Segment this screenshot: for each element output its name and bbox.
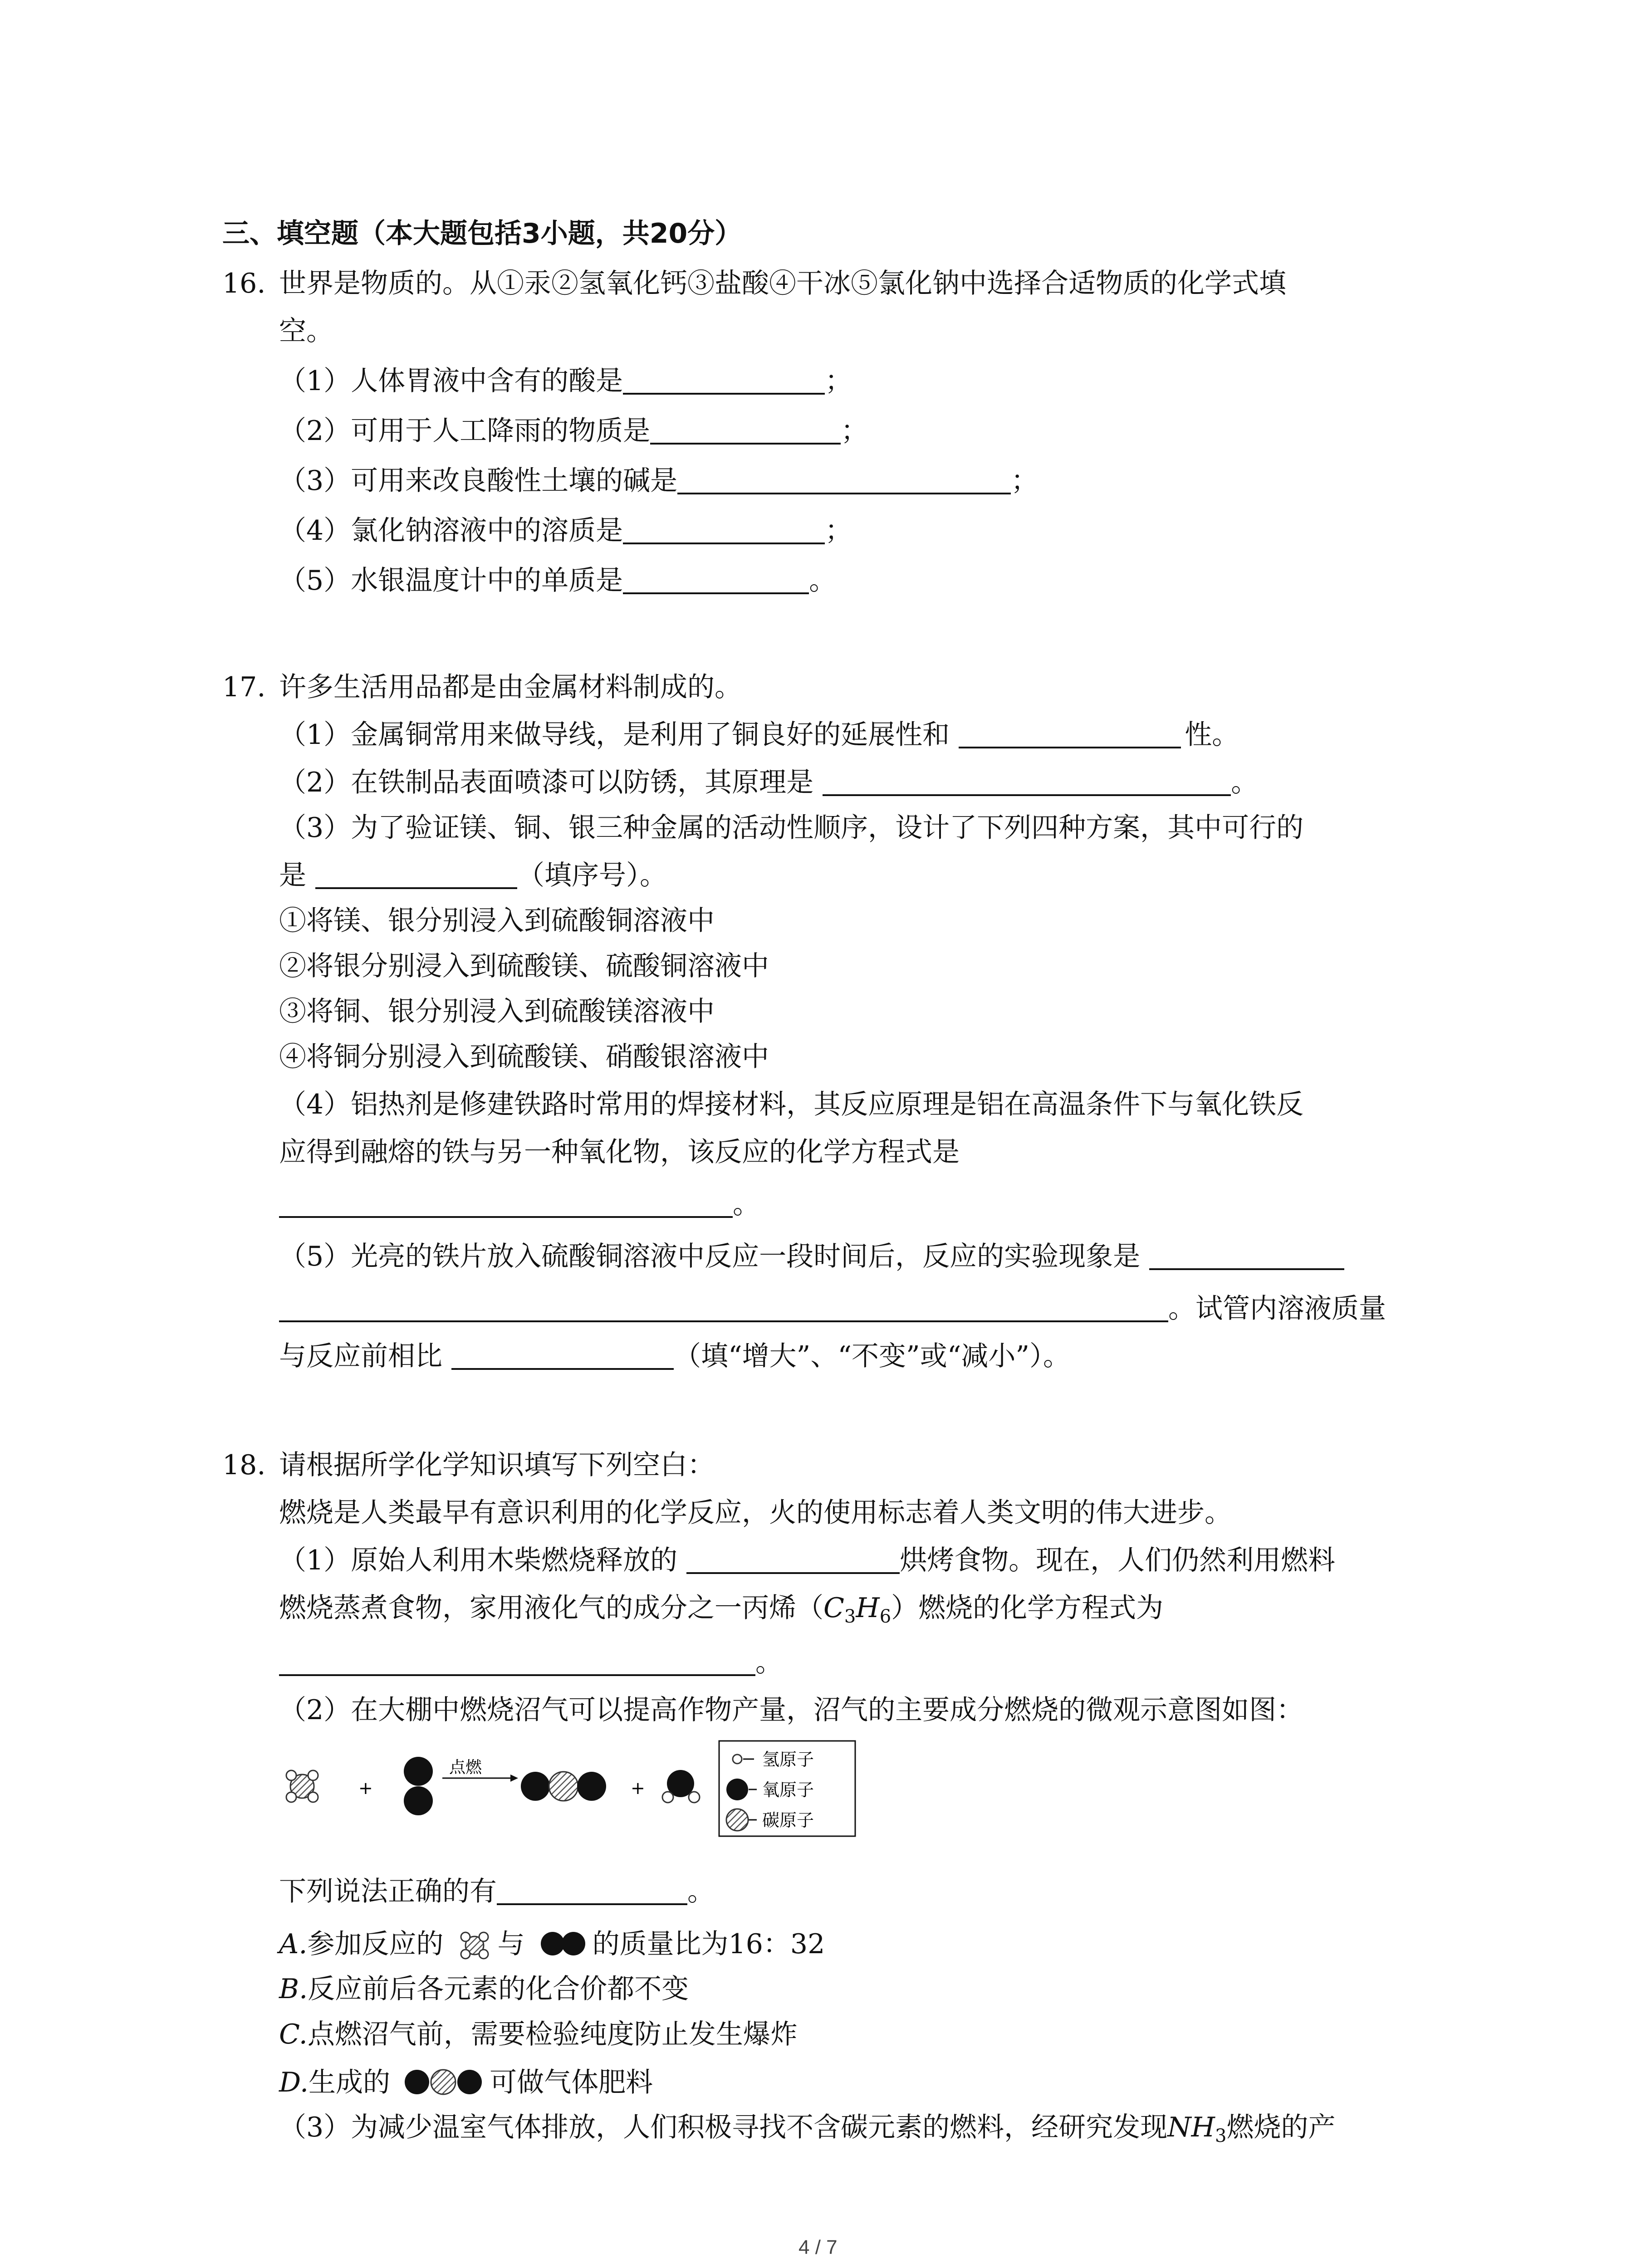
- answer-blank[interactable]: [279, 1191, 733, 1218]
- answer-blank[interactable]: [686, 1547, 900, 1574]
- q18-stem: 请根据所学化学知识填写下列空白：: [279, 1449, 715, 1481]
- q17-option-2: ②将银分别浸入到硫酸镁、硫酸铜溶液中: [279, 950, 769, 982]
- q17-part-4-cont: 应得到融熔的铁与另一种氧化物，该反应的化学方程式是: [279, 1136, 960, 1168]
- q17-option-1: ①将镁、银分别浸入到硫酸铜溶液中: [279, 905, 715, 937]
- q18-option-c: C.点燃沼气前，需要检验纯度防止发生爆炸: [279, 2019, 798, 2050]
- co2-molecule: [521, 1772, 606, 1801]
- answer-blank[interactable]: [279, 1649, 755, 1676]
- page-number: 4 / 7: [798, 2236, 838, 2258]
- legend-carbon: 碳原子: [762, 1810, 814, 1830]
- arrow-label: 点燃: [449, 1758, 482, 1777]
- q17-part-3-cont: 是 （填序号）。: [279, 860, 667, 891]
- oxygen-molecule-icon: [534, 1928, 593, 1960]
- q16-item-3: （3）可用来改良酸性土壤的碱是 ；: [279, 465, 1038, 497]
- co2-icon: [399, 2066, 490, 2098]
- q17-part-5-cont: 。试管内溶液质量: [279, 1295, 1386, 1322]
- answer-blank[interactable]: [1149, 1243, 1344, 1270]
- oxygen-molecule: [404, 1757, 433, 1815]
- q18-number: 18.: [222, 1449, 266, 1481]
- legend-hydrogen: 氢原子: [762, 1750, 814, 1769]
- plus-sign-1: +: [358, 1778, 373, 1798]
- q16-stem-cont: 空。: [279, 315, 333, 347]
- q17-part-4-answer: 。: [279, 1191, 760, 1218]
- q16-stem: 世界是物质的。从①汞②氢氧化钙③盐酸④干冰⑤氯化钠中选择合适物质的化学式填: [279, 268, 1286, 299]
- q17-part-4: （4）铝热剂是修建铁路时常用的焊接材料，其反应原理是铝在高温条件下与氧化铁反: [279, 1089, 1304, 1120]
- q18-intro: 燃烧是人类最早有意识利用的化学反应，火的使用标志着人类文明的伟大进步。: [279, 1497, 1232, 1529]
- methane-icon: [452, 1930, 497, 1961]
- q18-part-1-answer: 。: [279, 1649, 783, 1676]
- answer-blank[interactable]: [959, 721, 1181, 748]
- q18-option-a: A.参加反应的 与 的质量比为16：32: [279, 1928, 825, 1961]
- q18-part-3: （3）为减少温室气体排放，人们积极寻找不含碳元素的燃料，经研究发现$NH_3$燃烧的产: [279, 2112, 1336, 2146]
- q16-item-4: （4）氯化钠溶液中的溶质是 ；: [279, 515, 852, 547]
- atom-legend: [719, 1741, 855, 1836]
- q17-part-5-end: 与反应前相比 （填“增大”、“不变”或“减小”）。: [279, 1340, 1071, 1372]
- answer-blank[interactable]: [823, 769, 1231, 796]
- q17-option-4: ④将铜分别浸入到硫酸镁、硝酸银溶液中: [279, 1041, 769, 1073]
- q18-option-d: D.生成的 可做气体肥料: [279, 2067, 653, 2098]
- answer-blank[interactable]: [677, 467, 1011, 494]
- answer-blank[interactable]: [315, 862, 517, 889]
- methane-molecule: [286, 1770, 318, 1802]
- q17-part-2: （2）在铁制品表面喷漆可以防锈，其原理是 。: [279, 767, 1259, 798]
- answer-blank[interactable]: [451, 1343, 674, 1370]
- reaction-diagram: [272, 1733, 862, 1842]
- answer-blank[interactable]: [623, 567, 809, 594]
- q18-part-2-question: 下列说法正确的有 。: [279, 1876, 715, 1907]
- q17-option-3: ③将铜、银分别浸入到硫酸镁溶液中: [279, 996, 715, 1027]
- q18-part-1-cont: 燃烧蒸煮食物，家用液化气的成分之一丙烯$(C_3H_6)$燃烧的化学方程式为: [279, 1592, 1164, 1627]
- q18-option-b: B.反应前后各元素的化合价都不变: [279, 1973, 689, 2005]
- section-title: 三、填空题（本大题包括3小题，共20分）: [222, 218, 742, 249]
- q18-part-2: （2）在大棚中燃烧沼气可以提高作物产量，沼气的主要成分燃烧的微观示意图如图：: [279, 1694, 1304, 1726]
- q17-number: 17.: [222, 671, 266, 703]
- q16-number: 16.: [222, 268, 266, 299]
- legend-oxygen: 氧原子: [762, 1780, 814, 1800]
- answer-blank[interactable]: [497, 1878, 687, 1905]
- q16-item-1: （1）人体胃液中含有的酸是 ；: [279, 365, 852, 397]
- plus-sign-2: +: [631, 1778, 645, 1798]
- q17-stem: 许多生活用品都是由金属材料制成的。: [279, 671, 742, 703]
- q17-part-5: （5）光亮的铁片放入硫酸铜溶液中反应一段时间后，反应的实验现象是: [279, 1243, 1344, 1270]
- answer-blank[interactable]: [279, 1295, 1168, 1322]
- answer-blank[interactable]: [623, 517, 825, 544]
- q17-part-1: （1）金属铜常用来做导线，是利用了铜良好的延展性和 性。: [279, 719, 1239, 751]
- answer-blank[interactable]: [623, 367, 825, 395]
- q16-item-5: （5）水银温度计中的单质是 。: [279, 565, 837, 596]
- water-molecule: [662, 1770, 700, 1803]
- q17-part-3: （3）为了验证镁、铜、银三种金属的活动性顺序，设计了下列四种方案，其中可行的: [279, 812, 1304, 844]
- q16-item-2: （2）可用于人工降雨的物质是 ；: [279, 415, 868, 447]
- answer-blank[interactable]: [650, 417, 841, 445]
- q18-part-1: （1）原始人利用木柴燃烧释放的 烘烤食物。现在，人们仍然利用燃料: [279, 1545, 1336, 1576]
